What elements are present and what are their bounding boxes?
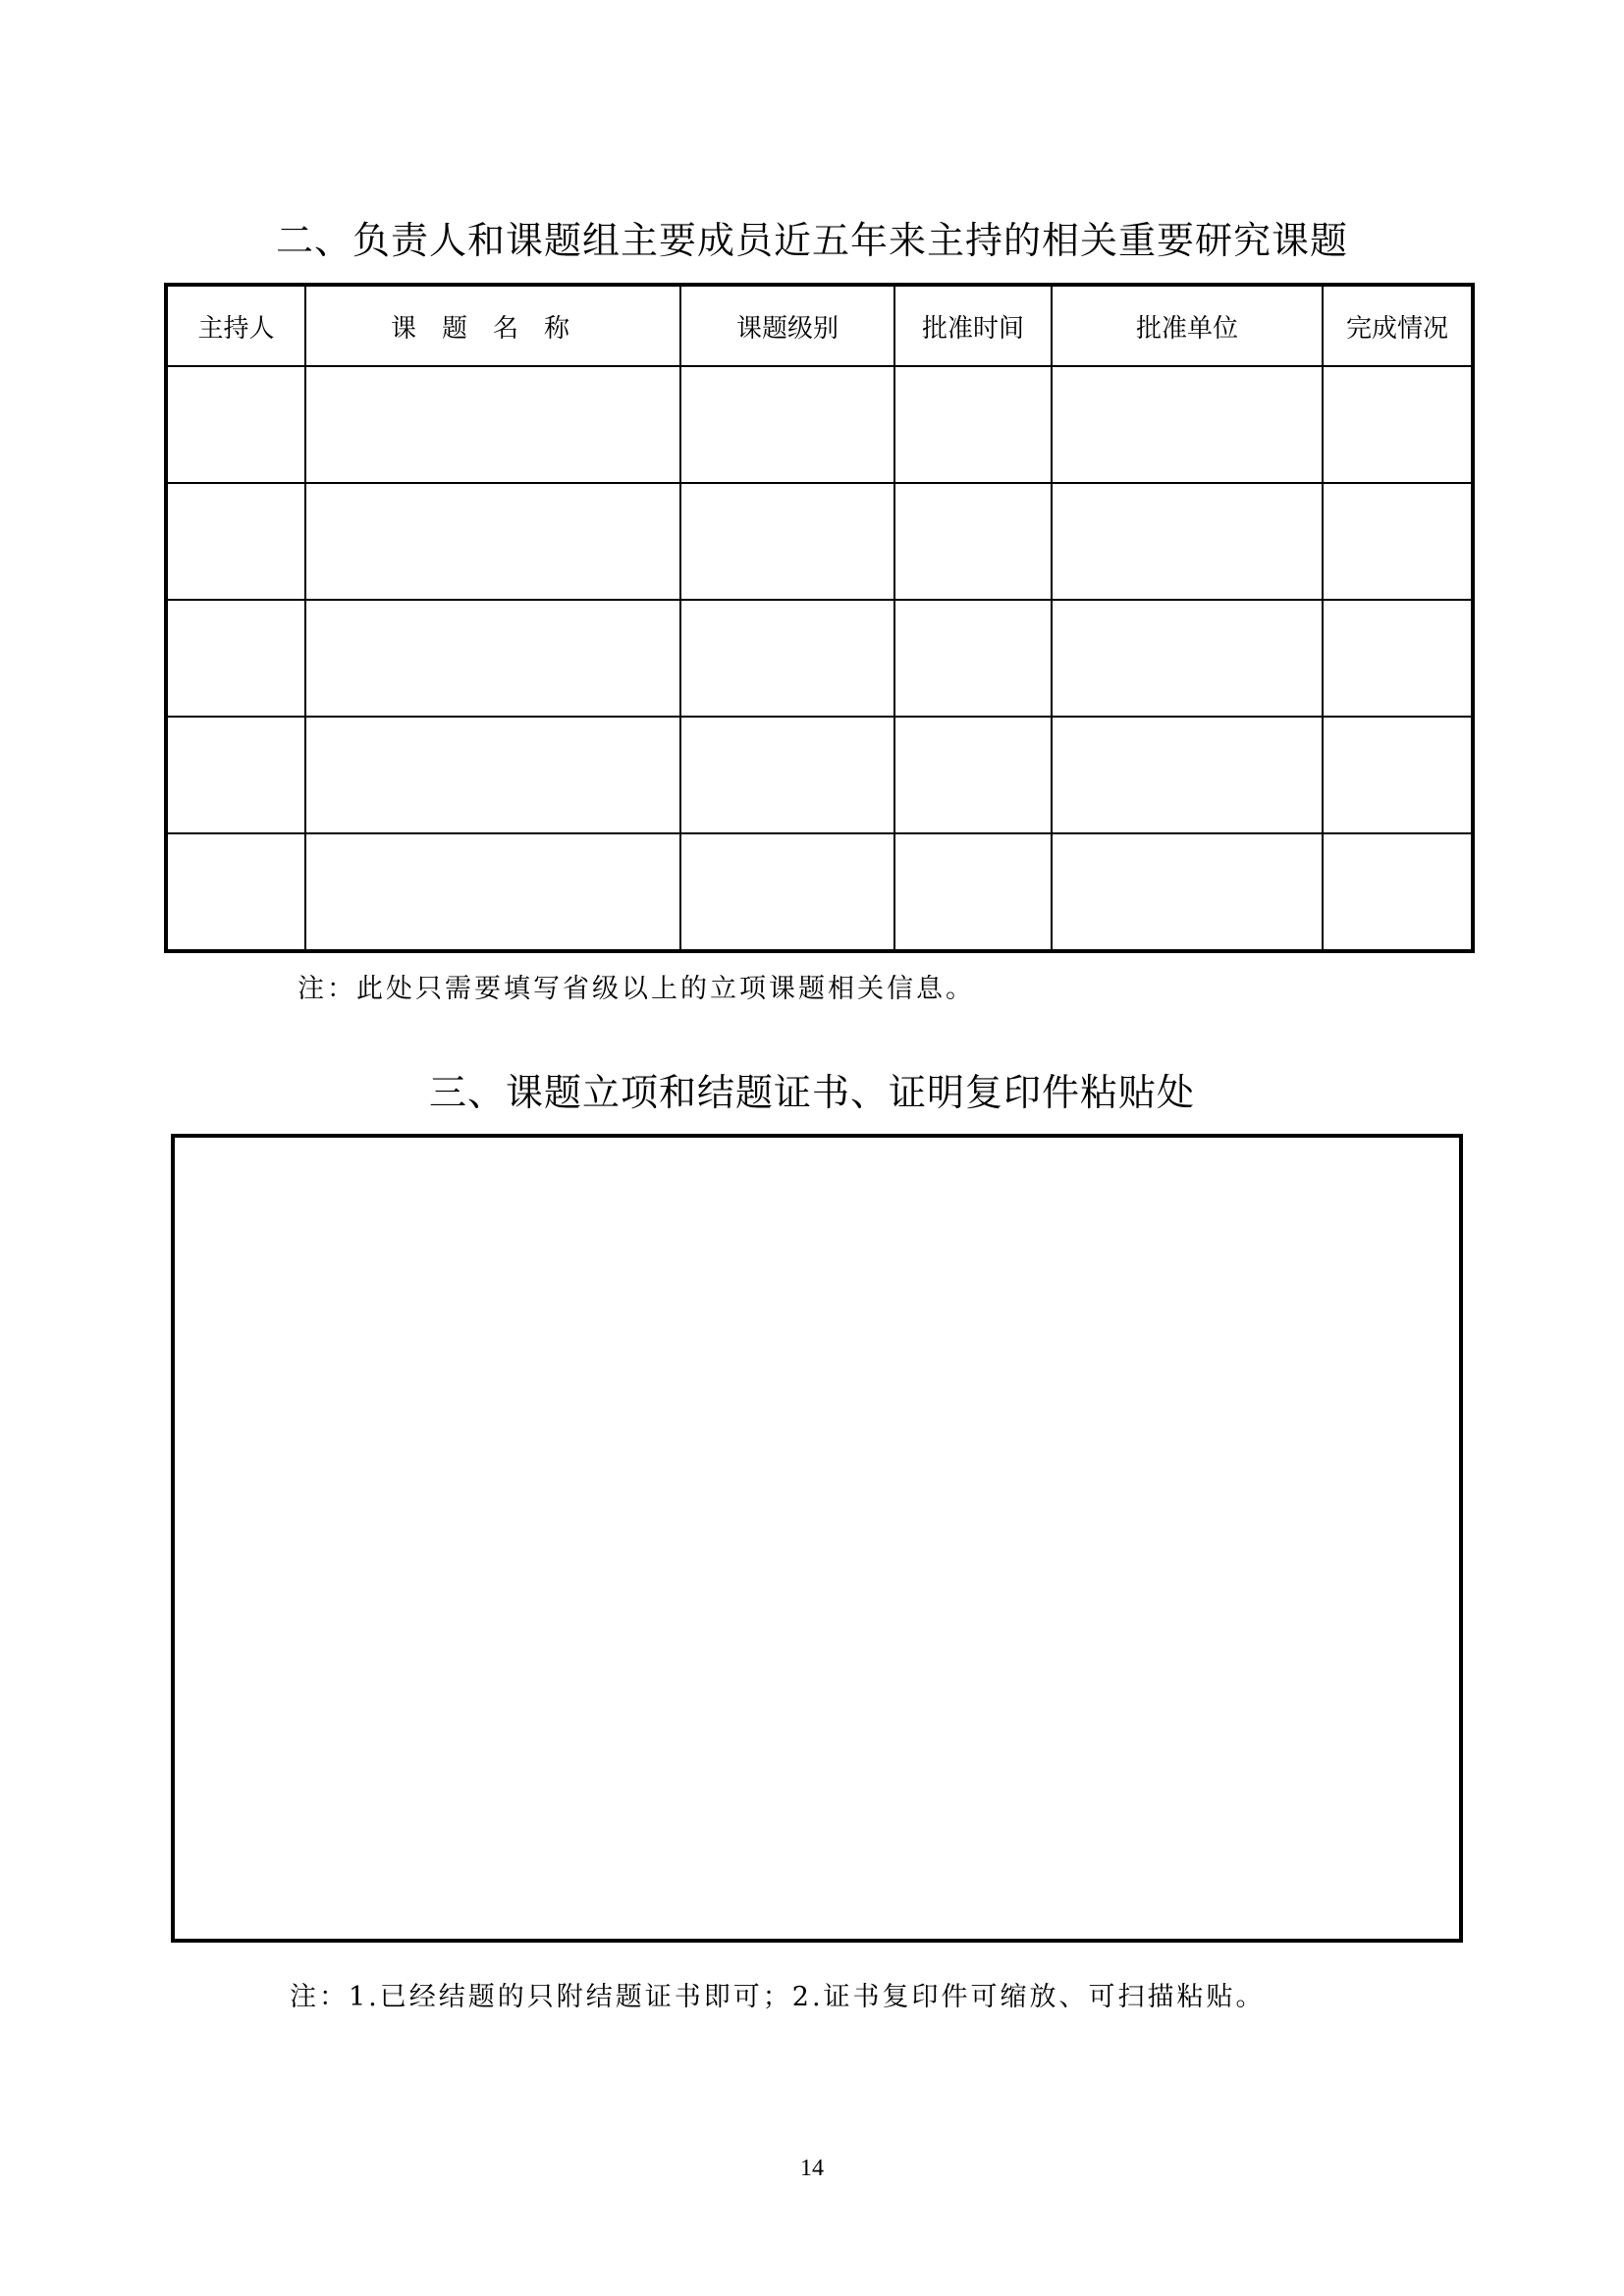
table-cell[interactable] <box>166 833 305 951</box>
column-header-completion-status: 完成情况 <box>1323 285 1473 366</box>
table-row <box>166 600 1473 717</box>
table-row <box>166 833 1473 951</box>
table-cell[interactable] <box>894 366 1052 483</box>
table-cell[interactable] <box>166 717 305 833</box>
table-cell[interactable] <box>305 717 680 833</box>
table-cell[interactable] <box>1323 717 1473 833</box>
table-header-row <box>166 285 1473 366</box>
table-row <box>166 366 1473 483</box>
table-cell[interactable] <box>894 833 1052 951</box>
column-header-host: 主持人 <box>166 285 305 366</box>
certificate-paste-area <box>171 1134 1463 1943</box>
table-cell[interactable] <box>894 483 1052 600</box>
column-header-approval-date: 批准时间 <box>894 285 1052 366</box>
table-cell[interactable] <box>1323 366 1473 483</box>
table-cell[interactable] <box>1052 366 1323 483</box>
table-cell[interactable] <box>680 600 894 717</box>
table-cell[interactable] <box>1323 600 1473 717</box>
table-cell[interactable] <box>1052 717 1323 833</box>
table-note: 注：此处只需要填写省级以上的立项课题相关信息。 <box>298 974 975 1004</box>
table-cell[interactable] <box>1052 833 1323 951</box>
table-cell[interactable] <box>305 366 680 483</box>
table-cell[interactable] <box>305 600 680 717</box>
table-row <box>166 483 1473 600</box>
table-cell[interactable] <box>680 366 894 483</box>
column-header-project-name: 课题名称 <box>305 285 680 366</box>
table-cell[interactable] <box>1052 483 1323 600</box>
section-title-certificate-paste: 三、课题立项和结题证书、证明复印件粘贴处 <box>428 1071 1195 1114</box>
paste-area-note: 注：1.已经结题的只附结题证书即可；2.证书复印件可缩放、可扫描粘贴。 <box>290 1982 1266 2012</box>
table-cell[interactable] <box>1052 600 1323 717</box>
section-title-research-projects: 二、负责人和课题组主要成员近五年来主持的相关重要研究课题 <box>275 219 1348 262</box>
research-projects-table <box>164 283 1475 953</box>
table-cell[interactable] <box>1323 483 1473 600</box>
table-cell[interactable] <box>1323 833 1473 951</box>
table-cell[interactable] <box>166 366 305 483</box>
column-header-project-level: 课题级别 <box>680 285 894 366</box>
page-number: 14 <box>800 2156 824 2181</box>
table-cell[interactable] <box>166 483 305 600</box>
table-cell[interactable] <box>305 833 680 951</box>
table-row <box>166 717 1473 833</box>
table-cell[interactable] <box>305 483 680 600</box>
table-cell[interactable] <box>894 600 1052 717</box>
table-cell[interactable] <box>680 833 894 951</box>
column-header-approving-unit: 批准单位 <box>1052 285 1323 366</box>
table-cell[interactable] <box>166 600 305 717</box>
table-cell[interactable] <box>680 717 894 833</box>
table-cell[interactable] <box>894 717 1052 833</box>
table-cell[interactable] <box>680 483 894 600</box>
